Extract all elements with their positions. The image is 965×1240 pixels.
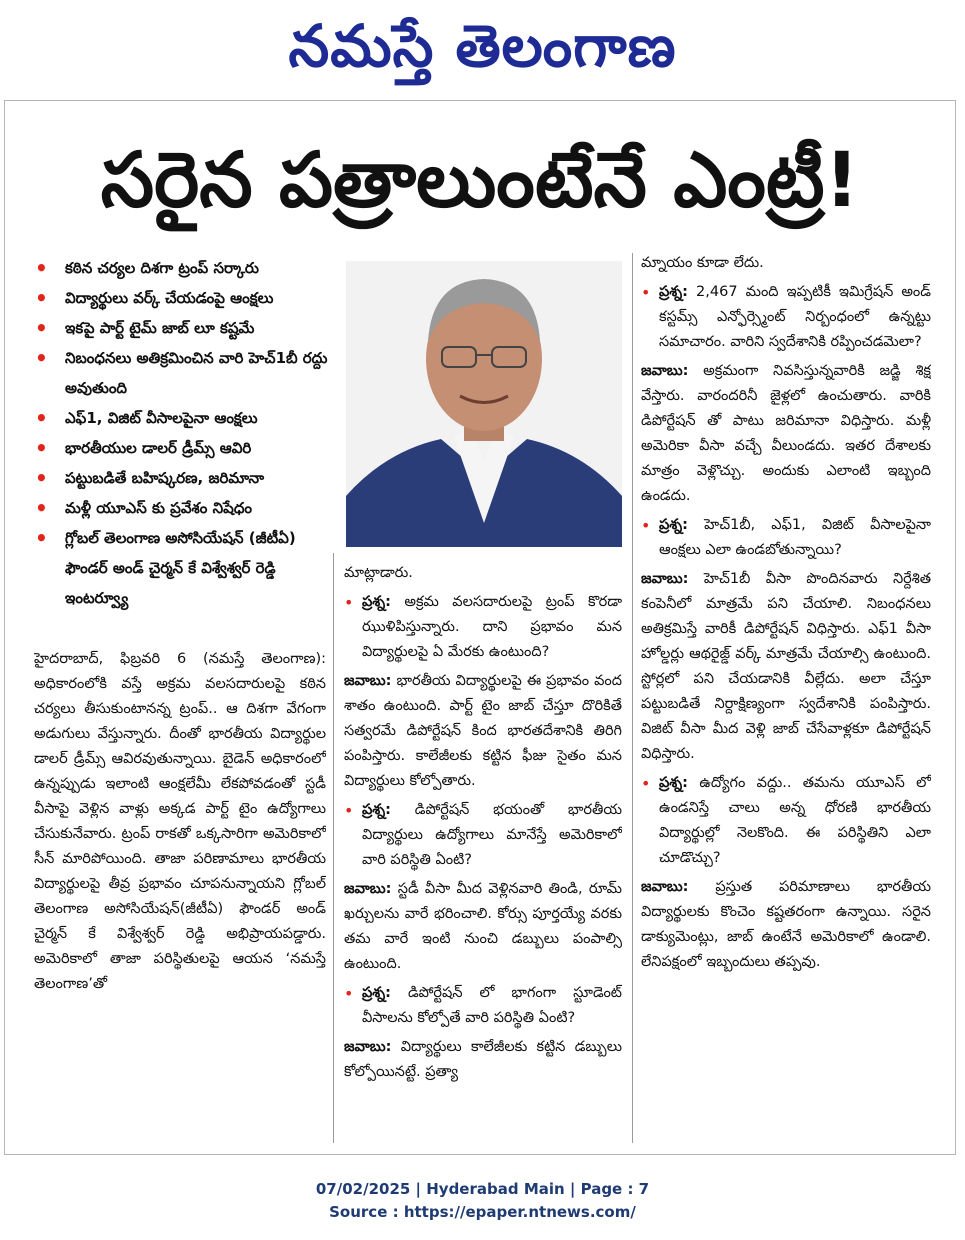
question-text: అక్రమ వలసదారులపై ట్రంప్ కొరడా ఝుళిపిస్తున్నారు. దాని ప్రభావం మన విద్యార్థులపై ఏ మేరకు ఉంటుంది? (362, 594, 622, 660)
bullet-icon: • (641, 283, 651, 302)
bullet-icon: • (35, 466, 48, 490)
highlight-text: మళ్లీ యూఎస్ కు ప్రవేశం నిషేధం (65, 499, 253, 517)
question-text: డిపోర్టేషన్ భయంతో భారతీయ విద్యార్థులు ఉద్యోగాలు మానేస్తే అమెరికాలో వారి పరిస్థితి ఏంటి? (362, 802, 622, 868)
question (641, 771, 931, 871)
article-headline: సరైన పత్రాలుంటేనే ఎంట్రీ! (100, 135, 860, 224)
question-label: ప్రశ్న: (362, 985, 391, 1001)
bullet-icon: • (35, 496, 48, 520)
answer-label: జవాబు: (344, 673, 392, 689)
newspaper-masthead: నమస్తే తెలంగాణ (288, 12, 677, 80)
question-label: ప్రశ్న: (659, 775, 688, 791)
answer (641, 875, 931, 975)
answer-label: జవాబు: (641, 879, 689, 895)
highlight-item (33, 493, 335, 523)
question-label: ప్రశ్న: (659, 517, 688, 533)
bullet-icon: • (35, 286, 48, 310)
highlight-item (33, 283, 335, 313)
bullet-icon: • (35, 346, 48, 370)
column-lead: మ్నాయం కూడా లేదు. (641, 255, 764, 271)
article-column-2 (344, 561, 622, 1147)
qa-list (344, 590, 622, 1085)
highlight-text: కఠిన చర్యల దిశగా ట్రంప్ సర్కారు (65, 259, 259, 277)
column-divider (632, 253, 633, 1143)
highlight-item (33, 253, 335, 283)
bullet-icon: • (35, 256, 48, 280)
answer (641, 567, 931, 767)
bullet-icon: • (641, 516, 651, 535)
answer (344, 669, 622, 794)
edition-info: 07/02/2025 | Hyderabad Main | Page : 7 (315, 1180, 650, 1198)
question-label: ప్రశ్న: (659, 284, 688, 300)
highlights-list (33, 253, 335, 613)
answer-label: జవాబు: (344, 881, 392, 897)
question-label: ప్రశ్న: (362, 594, 391, 610)
highlight-text: గ్లోబల్ తెలంగాణ అసోసియేషన్ (జీటీఏ) ఫౌండర్ అండ్ చైర్మన్ కే విశ్వేశ్వర్ రెడ్డి ఇంటర్వ్యూ (65, 529, 296, 607)
answer-text: హెచ్1బీ వీసా పొందినవారు నిర్దేశిత కంపెనీలో మాత్రమే పని చేయాలి. నిబంధనలు అతిక్రమిస్తే వారికీ డిపోర్టేషన్ విధిస్తారు. ఎఫ్1 వీసా హోల్డర్లు ఆథరైజ్డ్ వర్క్ మాత్రమే చేయాల్సి ఉంటుంది. స్టోర్లలో పని చేయడానికి వీల్లేదు. అలా చేస్తూ పట్టుబడితే నిర్దాక్షిణ్యంగా స్వదేశానికి పంపిస్తారు. విజిట్ వీసా మీద వెళ్లి జాబ్ చేసేవాళ్లకూ డిపోర్టేషన్ విధిస్తారు. (641, 571, 931, 762)
answer-label: జవాబు: (344, 1039, 392, 1055)
bullet-icon: • (344, 593, 354, 612)
answer (641, 359, 931, 509)
highlight-text: ఇకపై పార్ట్ టైమ్ జాబ్ లూ కష్టమే (65, 319, 255, 337)
answer-text: విద్యార్థులు కాలేజీలకు కట్టిన డబ్బులు కోల్పోయినట్టే. ప్రత్యా (344, 1039, 622, 1080)
question (641, 513, 931, 563)
question (344, 798, 622, 873)
column-lead: మాట్లాడారు. (344, 565, 413, 581)
highlight-text: భారతీయుల డాలర్ డ్రీమ్స్ ఆవిరి (65, 439, 252, 457)
article-frame (4, 100, 956, 1155)
highlight-text: నిబంధనలు అతిక్రమించిన వారి హెచ్1బీ రద్దు అవుతుంది (65, 349, 328, 397)
highlight-item (33, 403, 335, 433)
answer (344, 1035, 622, 1085)
column-divider (333, 553, 334, 1143)
article-column-intro (34, 647, 326, 1147)
answer-text: ప్రస్తుత పరిమాణాలు భారతీయ విద్యార్థులకు కొంచెం కష్టతరంగా ఉన్నాయి. సరైన డాక్యుమెంట్లు, జాబ్ ఉంటేనే అమెరికాలో ఉండాలి. లేనిపక్షంలో ఇబ్బందులు తప్పవు. (641, 879, 931, 970)
page-footer (0, 1178, 965, 1224)
question-text: 2,467 మంది ఇప్పటికీ ఇమిగ్రేషన్ అండ్ కస్టమ్స్ ఎన్ఫోర్స్మెంట్ నిర్బంధంలో ఉన్నట్టు సమాచారం. వారిని స్వదేశానికి రప్పించడమెలా? (659, 284, 931, 350)
bullet-icon: • (344, 801, 354, 820)
bullet-icon: • (641, 774, 651, 793)
article-column-3 (641, 251, 931, 1147)
highlight-item (33, 313, 335, 343)
question-text: హెచ్1బీ, ఎఫ్1, విజిట్ వీసాలపైనా ఆంక్షలు ఎలా ఉండబోతున్నాయి? (659, 517, 931, 558)
intro-paragraph: హైదరాబాద్, ఫిబ్రవరి 6 (నమస్తే తెలంగాణ): అధికారంలోకి వస్తే అక్రమ వలసదారులపై కఠిన చర్యలు తీసుకుంటానన్న ట్రంప్.. ఆ దిశగా వేగంగా అడుగులు వేస్తున్నారు. దీంతో భారతీయ విద్యార్థుల డాలర్ డ్రీమ్స్ ఆవిరవుతున్నాయి. బైడెన్ అధికారంలో ఉన్నప్పుడు ఇలాంటి ఆంక్షలేమీ లేకపోవడంతో స్టడీ వీసాపై వెళ్లిన వాళ్లు అక్కడ పార్ట్ టైం ఉద్యోగాలు చేసుకునేవారు. ట్రంప్ రాకతో ఒక్కసారిగా అమెరికాలో సీన్ మారిపోయింది. తాజా పరిణామాలు భారతీయ విద్యార్థులపై తీవ్ర ప్రభావం చూపనున్నాయని గ్లోబల్ తెలంగాణ అసోసియేషన్(జీటీఏ) ఫౌండర్ అండ్ చైర్మన్ కే విశ్వేశ్వర్ రెడ్డి అభిప్రాయపడ్డారు. అమెరికాలో తాజా పరిస్థితులపై ఆయన ‘నమస్తే తెలంగాణ’తో (34, 651, 326, 992)
question (344, 590, 622, 665)
highlight-text: పట్టుబడితే బహిష్కరణ, జరిమానా (65, 469, 265, 487)
question-text: డిపోర్టేషన్ లో భాగంగా స్టూడెంట్ వీసాలను కోల్పోతే వారి పరిస్థితి ఏంటి? (362, 985, 622, 1026)
answer-text: స్టడీ వీసా మీద వెళ్లినవారి తిండి, రూమ్ ఖర్చులను వారే భరించాలి. కోర్సు పూర్తయ్యే వరకు తమ వారే ఇంటి నుంచి డబ్బులు పంపాల్సి ఉంటుంది. (344, 881, 622, 972)
bullet-icon: • (35, 436, 48, 460)
question-label: ప్రశ్న: (362, 802, 391, 818)
question-text: ఉద్యోగం వద్దు.. తమను యూఎస్ లో ఉండనిస్తే చాలు అన్న ధోరణి భారతీయ విద్యార్థుల్లో నెలకొంది. ఈ పరిస్థితిని ఎలా చూడొచ్చు? (659, 775, 931, 866)
answer (344, 877, 622, 977)
highlight-item (33, 343, 335, 403)
bullet-icon: • (35, 406, 48, 430)
question (344, 981, 622, 1031)
highlight-item (33, 523, 335, 613)
source-link[interactable]: Source : https://epaper.ntnews.com/ (329, 1203, 636, 1221)
bullet-icon: • (344, 984, 354, 1003)
qa-list (641, 280, 931, 975)
highlight-text: విద్యార్థులు వర్క్ చేయడంపై ఆంక్షలు (65, 289, 274, 307)
bullet-icon: • (35, 316, 48, 340)
answer-text: అక్రమంగా నివసిస్తున్నవారికి జడ్జి శిక్ష వేస్తారు. వారందరినీ జైళ్లలో ఉంచుతారు. వారికి డిపోర్టేషన్ తో పాటు జరిమానా విధిస్తారు. మళ్లీ అమెరికా వీసా వచ్చే వీలుండదు. ఇతర దేశాలకు మాత్రం వెళ్లొచ్చు. అందుకు ఎలాంటి ఇబ్బంది ఉండదు. (641, 363, 931, 504)
highlight-item (33, 433, 335, 463)
interviewee-photo (346, 261, 622, 547)
answer-label: జవాబు: (641, 571, 689, 587)
highlight-text: ఎఫ్1, విజిట్ వీసాలపైనా ఆంక్షలు (65, 409, 258, 427)
highlight-item (33, 463, 335, 493)
question (641, 280, 931, 355)
answer-label: జవాబు: (641, 363, 689, 379)
bullet-icon: • (35, 526, 48, 550)
answer-text: భారతీయ విద్యార్థులపై ఈ ప్రభావం వంద శాతం ఉంటుంది. పార్ట్ టైం జాబ్ చేస్తూ దొరికితే సత్వరమే డిపోర్టేషన్ కింద భారతదేశానికి తిరిగి పంపిస్తారు. కాలేజీలకు కట్టిన ఫీజు సైతం మన విద్యార్థులు కోల్పోతారు. (344, 673, 622, 789)
